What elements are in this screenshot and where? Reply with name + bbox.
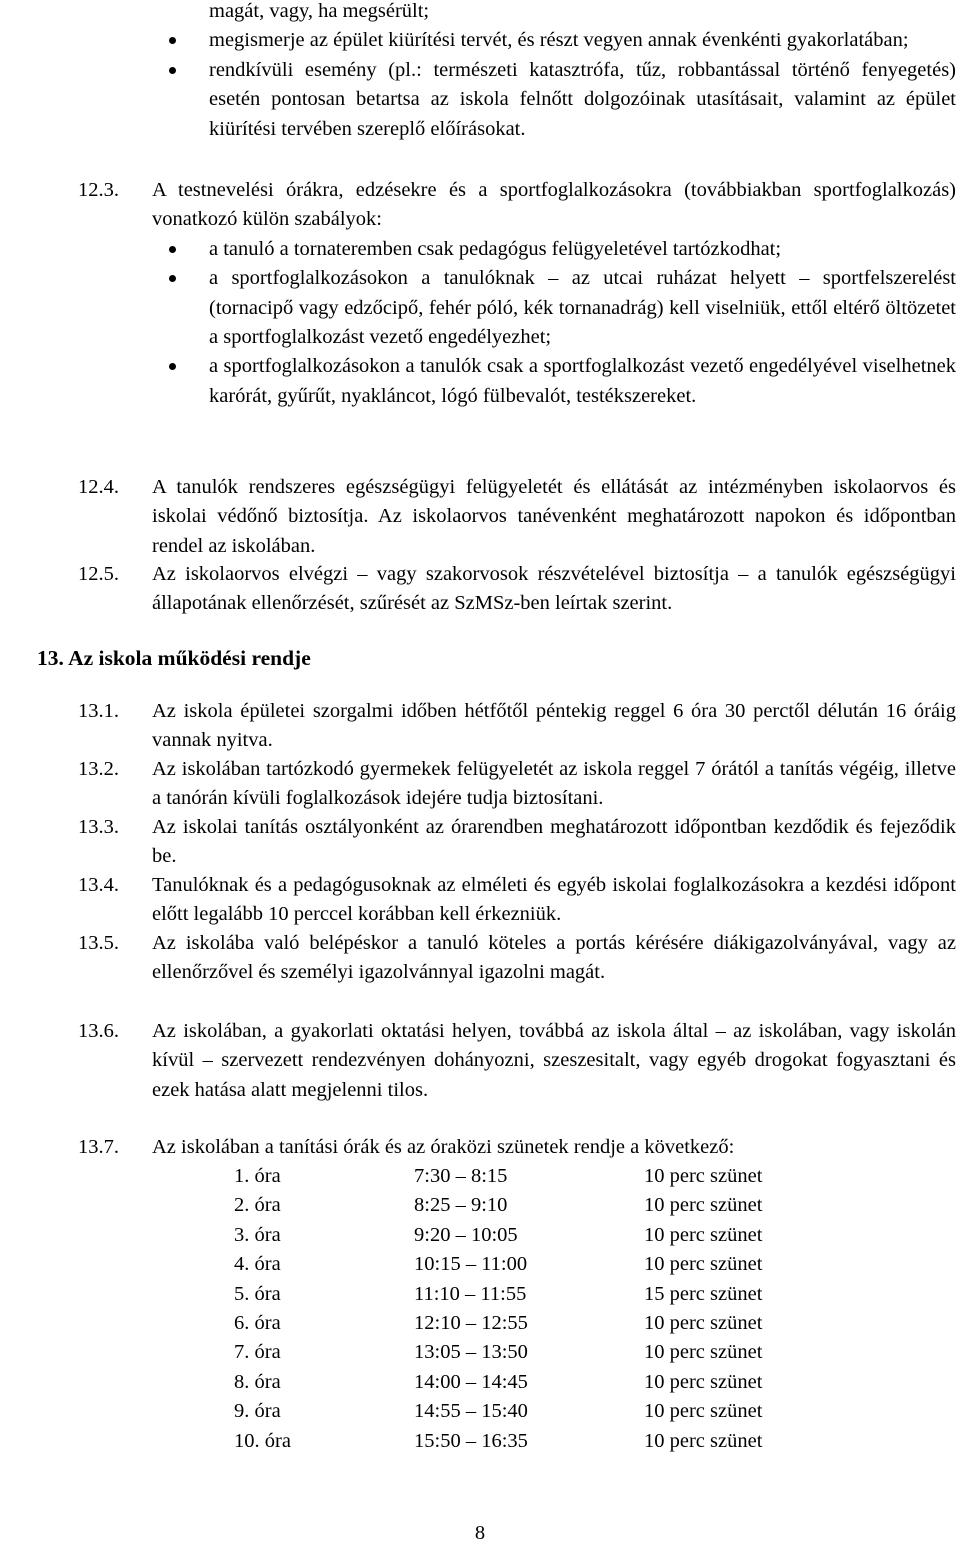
list-item bbox=[209, 56, 956, 144]
section-12-3 bbox=[78, 176, 956, 411]
lesson-cell: 7. óra bbox=[234, 1341, 281, 1364]
lesson-cell: 9. óra bbox=[234, 1400, 281, 1423]
section-12-5 bbox=[78, 560, 956, 619]
table-row bbox=[234, 1280, 804, 1309]
table-row bbox=[234, 1162, 804, 1191]
bullet-icon bbox=[169, 363, 176, 370]
time-cell: 11:10 – 11:55 bbox=[414, 1282, 527, 1305]
section-13-2 bbox=[78, 755, 956, 814]
list-item bbox=[209, 264, 956, 352]
time-cell: 12:10 – 12:55 bbox=[414, 1312, 528, 1335]
break-cell: 10 perc szünet bbox=[644, 1400, 763, 1423]
section-13-1 bbox=[78, 697, 956, 756]
list-item bbox=[209, 235, 956, 264]
table-row bbox=[234, 1309, 804, 1338]
section-13-4 bbox=[78, 871, 956, 930]
time-cell: 14:55 – 15:40 bbox=[414, 1400, 528, 1423]
list-item bbox=[209, 26, 956, 55]
table-row bbox=[234, 1397, 804, 1426]
page-number: 8 bbox=[474, 1522, 486, 1544]
list-item-text: magát, vagy, ha megsérült; bbox=[209, 0, 430, 22]
time-cell: 13:05 – 13:50 bbox=[414, 1341, 528, 1364]
section-text: Az iskola épületei szorgalmi időben hétfőtől péntekig reggel 6 óra 30 perctől délután 16 óráig vannak nyitva. bbox=[152, 700, 956, 752]
section-text: Az iskolaorvos elvégzi – vagy szakorvosok részvételével biztosítja – a tanulók egészségügyi állapotának ellenőrzését, szűrését az SzMSz-ben leírtak szerint. bbox=[152, 563, 956, 615]
lesson-schedule-table bbox=[234, 1162, 804, 1456]
section-number: 12.3. bbox=[78, 179, 119, 201]
table-row bbox=[234, 1221, 804, 1250]
list-item-text: a tanuló a tornateremben csak pedagógus felügyeletével tartózkodhat; bbox=[209, 237, 782, 260]
section-13-5 bbox=[78, 929, 956, 988]
break-cell: 10 perc szünet bbox=[644, 1429, 763, 1452]
section-number: 13.5. bbox=[78, 932, 119, 954]
section-text: Az iskolában a tanítási órák és az óraközi szünetek rendje a következő: bbox=[152, 1136, 735, 1158]
section-text: A tanulók rendszeres egészségügyi felügyeletét és ellátását az intézményben iskolaorvos és iskolai védőnő biztosítja. Az iskolaorvos tanévenként meghatározott napokon és időpontban rendel az iskolában. bbox=[152, 476, 956, 557]
section-13-7 bbox=[78, 1133, 956, 1162]
break-cell: 10 perc szünet bbox=[644, 1253, 763, 1276]
break-cell: 10 perc szünet bbox=[644, 1223, 763, 1246]
time-cell: 15:50 – 16:35 bbox=[414, 1429, 528, 1452]
section-text: Az iskolában, a gyakorlati oktatási helyen, továbbá az iskola által – az iskolában, vagy iskolán kívül – szervezett rendezvényen dohányozni, szeszesitalt, vagy egyéb drogokat fogyasztani és ezek hatása alatt megjelenni tilos. bbox=[152, 1020, 956, 1101]
table-row bbox=[234, 1191, 804, 1220]
section-number: 13.6. bbox=[78, 1020, 119, 1042]
lesson-cell: 3. óra bbox=[234, 1223, 281, 1246]
lesson-cell: 5. óra bbox=[234, 1282, 281, 1305]
lesson-cell: 8. óra bbox=[234, 1370, 281, 1393]
lesson-cell: 4. óra bbox=[234, 1253, 281, 1276]
lesson-cell: 1. óra bbox=[234, 1165, 281, 1187]
list-item-text: a sportfoglalkozásokon a tanulók csak a sportfoglalkozást vezető engedélyével viselhetnek karórát, gyűrűt, nyakláncot, lógó fülbevalót, testékszereket. bbox=[209, 355, 956, 407]
list-item-text: a sportfoglalkozásokon a tanulóknak – az utcai ruházat helyett – sportfelszerelést (tornacipő vagy edzőcipő, fehér póló, kék tornanadrág) kell viselniük, ettől eltérő öltözetet a sportfoglalkozást vezető engedélyezhet; bbox=[209, 267, 956, 349]
lesson-cell: 2. óra bbox=[234, 1194, 281, 1217]
time-cell: 9:20 – 10:05 bbox=[414, 1223, 518, 1246]
section-13-6 bbox=[78, 1017, 956, 1105]
time-cell: 7:30 – 8:15 bbox=[414, 1165, 508, 1187]
bullet-icon bbox=[169, 275, 176, 282]
table-row bbox=[234, 1338, 804, 1367]
rules-bullet-list bbox=[209, 235, 956, 411]
section-number: 13.1. bbox=[78, 700, 119, 722]
lesson-cell: 10. óra bbox=[234, 1429, 291, 1452]
time-cell: 8:25 – 9:10 bbox=[414, 1194, 508, 1217]
time-cell: 14:00 – 14:45 bbox=[414, 1370, 528, 1393]
section-number: 12.4. bbox=[78, 476, 119, 498]
section-number: 12.5. bbox=[78, 563, 119, 585]
lesson-cell: 6. óra bbox=[234, 1312, 281, 1335]
section-13-3 bbox=[78, 813, 956, 872]
list-item-text: megismerje az épület kiürítési tervét, és részt vegyen annak évenkénti gyakorlatában; bbox=[209, 29, 909, 52]
time-cell: 10:15 – 11:00 bbox=[414, 1253, 528, 1276]
break-cell: 10 perc szünet bbox=[644, 1165, 763, 1187]
section-number: 13.2. bbox=[78, 758, 119, 780]
break-cell: 15 perc szünet bbox=[644, 1282, 763, 1305]
section-number: 13.4. bbox=[78, 874, 119, 896]
break-cell: 10 perc szünet bbox=[644, 1194, 763, 1217]
section-text: Az iskolába való belépéskor a tanuló köteles a portás kérésére diákigazolványával, vagy az ellenőrzővel és személyi igazolvánnyal igazolni magát. bbox=[152, 932, 956, 984]
list-item bbox=[209, 352, 956, 411]
bullet-icon bbox=[169, 246, 176, 253]
list-item bbox=[209, 0, 956, 26]
section-number: 13.7. bbox=[78, 1136, 119, 1158]
section-text: Az iskolai tanítás osztályonként az órarendben meghatározott időpontban kezdődik és fejeződik be. bbox=[152, 816, 956, 868]
table-row bbox=[234, 1427, 804, 1456]
table-row bbox=[234, 1250, 804, 1279]
break-cell: 10 perc szünet bbox=[644, 1312, 763, 1335]
section-text: Az iskolában tartózkodó gyermekek felügyeletét az iskola reggel 7 órától a tanítás végéig, illetve a tanórán kívüli foglalkozások idejére tudja biztosítani. bbox=[152, 758, 956, 810]
section-heading: 13. Az iskola működési rendje bbox=[37, 646, 311, 670]
top-bullet-list bbox=[209, 0, 956, 144]
section-12-4 bbox=[78, 473, 956, 561]
section-text: A testnevelési órákra, edzésekre és a sportfoglalkozásokra (továbbiakban sportfoglalkozás) vonatkozó külön szabályok: bbox=[152, 179, 956, 231]
bullet-icon bbox=[169, 67, 176, 74]
break-cell: 10 perc szünet bbox=[644, 1341, 763, 1364]
section-number: 13.3. bbox=[78, 816, 119, 838]
bullet-icon bbox=[169, 37, 176, 44]
list-item-text: rendkívüli esemény (pl.: természeti katasztrófa, tűz, robbantással történő fenyegetés) esetén pontosan betartsa az iskola felnőtt dolgozóinak utasításait, valamint az épület kiürítési tervében szereplő előírásokat. bbox=[209, 58, 956, 140]
section-text: Tanulóknak és a pedagógusoknak az elméleti és egyéb iskolai foglalkozásokra a kezdési időpont előtt legalább 10 perccel korábban kell érkezniük. bbox=[152, 874, 956, 926]
table-row bbox=[234, 1368, 804, 1397]
break-cell: 10 perc szünet bbox=[644, 1370, 763, 1393]
